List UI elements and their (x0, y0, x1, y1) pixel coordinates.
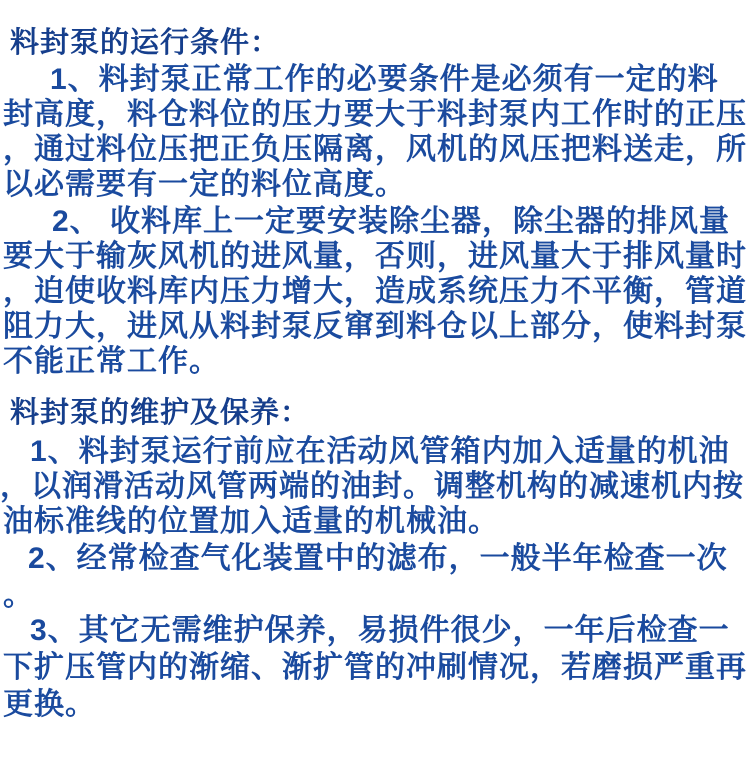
text-line: 封高度，料仓料位的压力要大于料封泵内工作时的正压 (3, 98, 747, 131)
section-heading-operating-conditions: 料封泵的运行条件： (10, 27, 281, 59)
text-line: 2、 收料库上一定要安装除尘器，除尘器的排风量 (52, 205, 731, 238)
text-line: 2、经常检查气化装置中的滤布，一般半年检查一次 (28, 542, 728, 575)
text-line: 阻力大，进风从料封泵反窜到料仓以上部分，使料封泵 (3, 310, 747, 343)
text-line: 要大于输灰风机的进风量，否则，进风量大于排风量时 (3, 240, 747, 273)
text-line: ，迫使收料库内压力增大，造成系统压力不平衡，管道 (3, 275, 747, 308)
text-line: 更换。 (3, 688, 96, 721)
text-line: 以必需要有一定的料位高度。 (3, 168, 406, 201)
section-heading-maintenance: 料封泵的维护及保养： (10, 397, 311, 429)
text-line: 油标准线的位置加入适量的机械油。 (3, 505, 499, 538)
text-line: 1、料封泵运行前应在活动风管箱内加入适量的机油 (30, 435, 730, 468)
text-line: 不能正常工作。 (3, 345, 220, 378)
text-line: 3、其它无需维护保养，易损件很少，一年后检查一 (30, 614, 730, 647)
text-line: 。 (3, 579, 34, 612)
text-line: ，通过料位压把正负压隔离，风机的风压把料送走，所 (3, 133, 747, 166)
text-line: 下扩压管内的渐缩、渐扩管的冲刷情况，若磨损严重再 (3, 651, 747, 684)
text-line: 1、料封泵正常工作的必要条件是必须有一定的料 (50, 63, 719, 96)
text-line: ，以润滑活动风管两端的油封。调整机构的减速机内按 (0, 470, 744, 503)
